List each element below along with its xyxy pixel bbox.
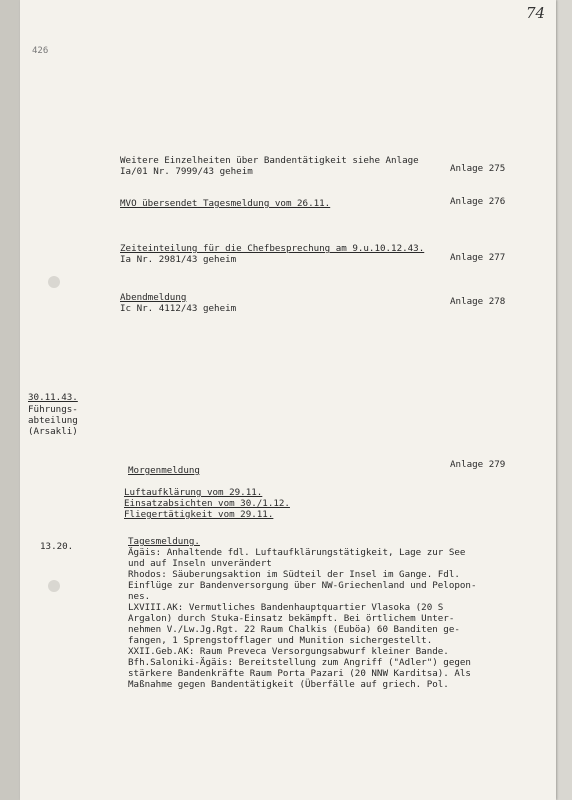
tages-line: Rhodos: Säuberungsaktion im Südteil der Insel im Gange. Fdl. xyxy=(128,569,460,580)
page-number: 74 xyxy=(526,4,546,22)
tages-line: Argalon) durch Stuka-Einsatz bekämpft. Bei örtlichem Unter- xyxy=(128,613,455,624)
tages-line: nehmen V./Lw.Jg.Rgt. 22 Raum Chalkis (Euböa) 60 Banditen ge- xyxy=(128,624,460,635)
anlage-ref: Anlage 279 xyxy=(450,459,506,470)
entry-line: Ia/01 Nr. 7999/43 geheim xyxy=(120,166,253,177)
tages-line: und auf Inseln unverändert xyxy=(128,558,272,569)
margin-line: (Arsakli) xyxy=(28,426,78,437)
corner-mark: 426 xyxy=(32,46,49,56)
entry-line: Zeiteinteilung für die Chefbesprechung am 9.u.10.12.43. xyxy=(120,243,425,254)
page-left-edge xyxy=(0,0,20,800)
tages-title: Tagesmeldung. xyxy=(128,536,200,547)
entry-line: Abendmeldung xyxy=(120,292,187,303)
entry-line: Ic Nr. 4112/43 geheim xyxy=(120,303,237,314)
tages-line: fangen, 1 Sprengstofflager und Munition sichergestellt. xyxy=(128,635,433,646)
anlage-ref: Anlage 275 xyxy=(450,163,506,174)
tages-line: nes. xyxy=(128,591,151,602)
anlage-ref: Anlage 277 xyxy=(450,252,506,263)
margin-line: Führungs- xyxy=(28,404,78,415)
anlage-ref: Anlage 276 xyxy=(450,196,506,207)
punch-hole xyxy=(48,276,60,288)
entry-line: Weitere Einzelheiten über Bandentätigkeit siehe Anlage xyxy=(120,155,419,166)
entry-line: MVO übersendet Tagesmeldung vom 26.11. xyxy=(120,198,331,209)
tages-time: 13.20. xyxy=(40,541,74,552)
entry-line: Ia Nr. 2981/43 geheim xyxy=(120,254,237,265)
morgen-line: Einsatzabsichten vom 30./1.12. xyxy=(124,498,290,509)
tages-line: Ägäis: Anhaltende fdl. Luftaufklärungstätigkeit, Lage zur See xyxy=(128,547,466,558)
tages-line: stärkere Bandenkräfte Raum Porta Pazari (20 NNW Karditsa). Als xyxy=(128,668,471,679)
document-page xyxy=(20,0,556,800)
morgen-line: Fliegertätigkeit vom 29.11. xyxy=(124,509,274,520)
morgenmeldung-title: Morgenmeldung xyxy=(128,465,200,476)
margin-line: abteilung xyxy=(28,415,78,426)
tages-line: LXVIII.AK: Vermutliches Bandenhauptquartier Vlasoka (20 S xyxy=(128,602,444,613)
morgen-line: Luftaufklärung vom 29.11. xyxy=(124,487,263,498)
punch-hole xyxy=(48,580,60,592)
tages-line: Maßnahme gegen Bandentätigkeit (Überfälle auf griech. Pol. xyxy=(128,679,449,690)
anlage-ref: Anlage 278 xyxy=(450,296,506,307)
tages-line: Bfh.Saloniki-Ägäis: Bereitstellung zum Angriff ("Adler") gegen xyxy=(128,657,471,668)
tages-line: Einflüge zur Bandenversorgung über NW-Griechenland und Pelopon- xyxy=(128,580,477,591)
tages-line: XXII.Geb.AK: Raum Preveca Versorgungsabwurf kleiner Bande. xyxy=(128,646,449,657)
margin-date: 30.11.43. xyxy=(28,392,78,403)
